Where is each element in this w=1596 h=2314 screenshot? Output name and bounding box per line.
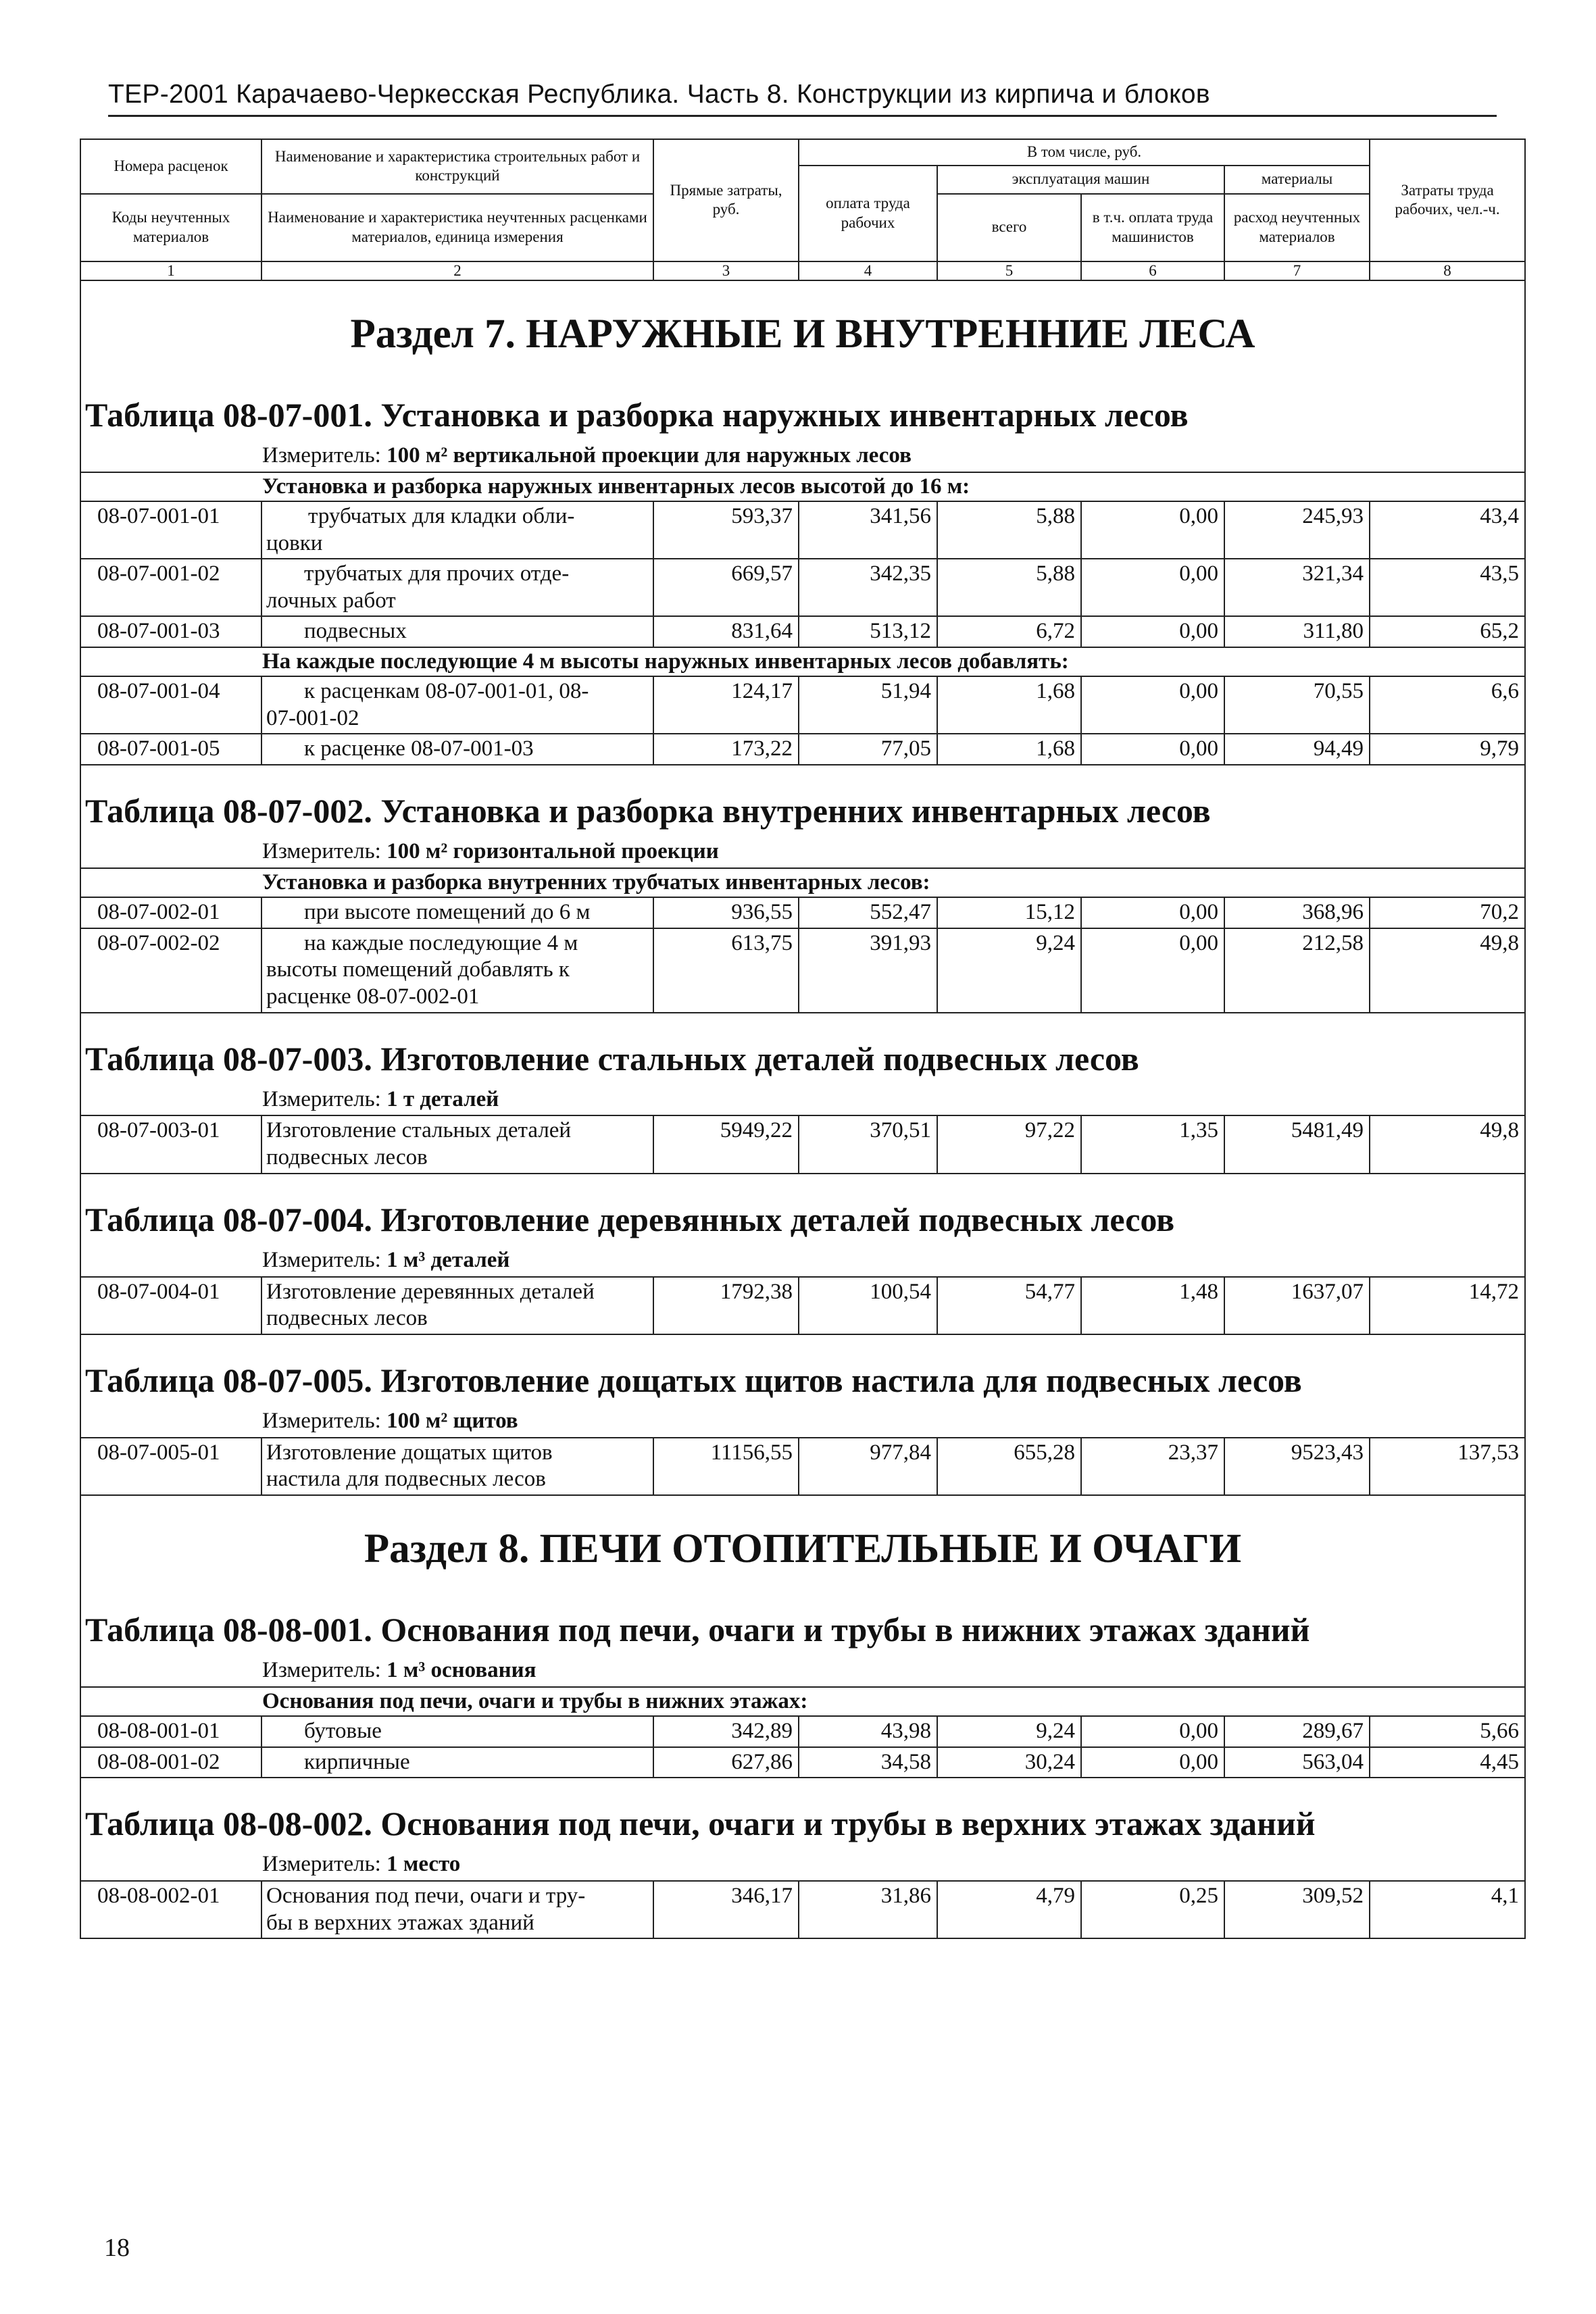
meter-prefix: Измеритель: bbox=[262, 1408, 387, 1433]
materials: 563,04 bbox=[1224, 1747, 1370, 1778]
machines-total: 1,68 bbox=[937, 734, 1081, 765]
direct-costs: 5949,22 bbox=[653, 1115, 799, 1173]
rate-name-line: трубчатых для кладки обли- bbox=[308, 503, 575, 528]
header-material-codes: Коды неучтенных материалов bbox=[80, 194, 261, 261]
rate-name-line: бы в верхних этажах зданий bbox=[266, 1910, 534, 1935]
table-meter bbox=[80, 836, 1525, 868]
machinists-pay: 0,00 bbox=[1081, 1716, 1224, 1747]
table-meter bbox=[80, 1406, 1525, 1438]
machinists-pay: 0,00 bbox=[1081, 734, 1224, 765]
direct-costs: 669,57 bbox=[653, 559, 799, 616]
labor-hours: 43,4 bbox=[1370, 501, 1525, 559]
machinists-pay: 0,00 bbox=[1081, 1747, 1224, 1778]
rate-name-line: Основания под печи, очаги и тру- bbox=[266, 1884, 586, 1909]
rate-name bbox=[261, 501, 653, 559]
meter-unit: 1 м³ основания bbox=[386, 1657, 537, 1682]
direct-costs: 346,17 bbox=[653, 1881, 799, 1938]
materials: 5481,49 bbox=[1224, 1115, 1370, 1173]
rate-name-line: высоты помещений добавлять к bbox=[266, 957, 570, 982]
materials: 245,93 bbox=[1224, 501, 1370, 559]
rate-name-line: к расценкам 08-07-001-01, 08- bbox=[304, 679, 589, 704]
machines-total: 6,72 bbox=[937, 616, 1081, 647]
machinists-pay: 0,00 bbox=[1081, 501, 1224, 559]
materials: 311,80 bbox=[1224, 616, 1370, 647]
labor-hours: 4,45 bbox=[1370, 1747, 1525, 1778]
rate-code: 08-07-002-02 bbox=[80, 928, 261, 1013]
machines-total: 9,24 bbox=[937, 928, 1081, 1013]
rate-name-line: к расценке 08-07-001-03 bbox=[304, 736, 534, 761]
header-material-use: расход неучтенных материалов bbox=[1224, 194, 1370, 261]
labor-pay: 77,05 bbox=[799, 734, 937, 765]
group-heading: Установка и разборка внутренних трубчатых инвентарных лесов: bbox=[80, 868, 1525, 897]
meter-unit: 100 м² щитов bbox=[386, 1408, 518, 1433]
header-machines-total: всего bbox=[937, 194, 1081, 261]
rate-name bbox=[261, 734, 653, 765]
rate-code: 08-08-002-01 bbox=[80, 1881, 261, 1938]
rate-name-line: Изготовление дощатых щитов bbox=[266, 1440, 553, 1465]
meter-unit: 1 т деталей bbox=[386, 1086, 499, 1111]
labor-pay: 341,56 bbox=[799, 501, 937, 559]
materials: 212,58 bbox=[1224, 928, 1370, 1013]
table-row bbox=[80, 1881, 1525, 1938]
rate-code: 08-07-003-01 bbox=[80, 1115, 261, 1173]
rate-name bbox=[261, 1438, 653, 1495]
rate-name bbox=[261, 1277, 653, 1334]
running-head: ТЕР-2001 Карачаево-Черкесская Республика. Часть 8. Конструкции из кирпича и блоков bbox=[108, 80, 1210, 109]
header-machine-operation: эксплуатация машин bbox=[937, 166, 1224, 194]
rate-code: 08-07-001-03 bbox=[80, 616, 261, 647]
machinists-pay: 0,00 bbox=[1081, 897, 1224, 928]
rate-code: 08-07-001-05 bbox=[80, 734, 261, 765]
rate-name-line: бутовые bbox=[304, 1719, 382, 1744]
header-labor-pay: оплата труда рабочих bbox=[799, 166, 937, 261]
meter-prefix: Измеритель: bbox=[262, 838, 387, 863]
rate-name-line: трубчатых для прочих отде- bbox=[304, 561, 570, 586]
direct-costs: 124,17 bbox=[653, 676, 799, 734]
materials: 70,55 bbox=[1224, 676, 1370, 734]
rate-name-line: настила для подвесных лесов bbox=[266, 1467, 546, 1492]
labor-pay: 370,51 bbox=[799, 1115, 937, 1173]
rate-code: 08-07-001-02 bbox=[80, 559, 261, 616]
table-row bbox=[80, 734, 1525, 765]
machinists-pay: 0,25 bbox=[1081, 1881, 1224, 1938]
machines-total: 1,68 bbox=[937, 676, 1081, 734]
rate-code: 08-07-004-01 bbox=[80, 1277, 261, 1334]
rate-name bbox=[261, 616, 653, 647]
machinists-pay: 0,00 bbox=[1081, 559, 1224, 616]
header-rate-numbers: Номера расценок bbox=[80, 139, 261, 194]
table-row bbox=[80, 676, 1525, 734]
rate-name bbox=[261, 1747, 653, 1778]
labor-pay: 31,86 bbox=[799, 1881, 937, 1938]
table-title: Таблица 08-07-002. Установка и разборка внутренних инвентарных лесов bbox=[80, 765, 1525, 836]
direct-costs: 627,86 bbox=[653, 1747, 799, 1778]
rate-name-line: на каждые последующие 4 м bbox=[304, 930, 578, 955]
rate-code: 08-07-005-01 bbox=[80, 1438, 261, 1495]
rate-name-line: подвесных bbox=[304, 619, 407, 644]
meter-unit: 100 м² горизонтальной проекции bbox=[386, 838, 719, 863]
machines-total: 9,24 bbox=[937, 1716, 1081, 1747]
rate-name bbox=[261, 928, 653, 1013]
machines-total: 4,79 bbox=[937, 1881, 1081, 1938]
machinists-pay: 0,00 bbox=[1081, 676, 1224, 734]
rate-name-line: подвесных лесов bbox=[266, 1145, 428, 1170]
meter-unit: 1 м³ деталей bbox=[386, 1247, 510, 1272]
section-title: Раздел 7. НАРУЖНЫЕ И ВНУТРЕННИЕ ЛЕСА bbox=[80, 280, 1525, 394]
meter-prefix: Измеритель: bbox=[262, 1657, 387, 1682]
rate-name bbox=[261, 1881, 653, 1938]
rate-name bbox=[261, 1115, 653, 1173]
group-heading: Основания под печи, очаги и трубы в нижних этажах: bbox=[80, 1687, 1525, 1716]
direct-costs: 613,75 bbox=[653, 928, 799, 1013]
table-row bbox=[80, 897, 1525, 928]
header-labor-costs: Затраты труда рабочих, чел.-ч. bbox=[1370, 139, 1525, 261]
labor-pay: 34,58 bbox=[799, 1747, 937, 1778]
table-title: Таблица 08-07-005. Изготовление дощатых щитов настила для подвесных лесов bbox=[80, 1334, 1525, 1406]
table-row bbox=[80, 559, 1525, 616]
labor-hours: 65,2 bbox=[1370, 616, 1525, 647]
materials: 9523,43 bbox=[1224, 1438, 1370, 1495]
rate-name bbox=[261, 1716, 653, 1747]
labor-pay: 100,54 bbox=[799, 1277, 937, 1334]
machinists-pay: 0,00 bbox=[1081, 928, 1224, 1013]
table-row bbox=[80, 1438, 1525, 1495]
table-row bbox=[80, 928, 1525, 1013]
machinists-pay: 0,00 bbox=[1081, 616, 1224, 647]
table-meter bbox=[80, 1245, 1525, 1277]
direct-costs: 831,64 bbox=[653, 616, 799, 647]
machines-total: 5,88 bbox=[937, 559, 1081, 616]
materials: 309,52 bbox=[1224, 1881, 1370, 1938]
machines-total: 15,12 bbox=[937, 897, 1081, 928]
group-heading: Установка и разборка наружных инвентарных лесов высотой до 16 м: bbox=[80, 472, 1525, 501]
rate-name bbox=[261, 559, 653, 616]
direct-costs: 342,89 bbox=[653, 1716, 799, 1747]
meter-prefix: Измеритель: bbox=[262, 1086, 387, 1111]
direct-costs: 593,37 bbox=[653, 501, 799, 559]
column-number: 3 bbox=[653, 261, 799, 280]
direct-costs: 936,55 bbox=[653, 897, 799, 928]
table-meter bbox=[80, 441, 1525, 472]
labor-hours: 6,6 bbox=[1370, 676, 1525, 734]
labor-hours: 14,72 bbox=[1370, 1277, 1525, 1334]
header-work-name: Наименование и характеристика строительных работ и конструкций bbox=[261, 139, 653, 194]
materials: 1637,07 bbox=[1224, 1277, 1370, 1334]
rate-name bbox=[261, 676, 653, 734]
labor-hours: 43,5 bbox=[1370, 559, 1525, 616]
table-title: Таблица 08-08-001. Основания под печи, очаги и трубы в нижних этажах зданий bbox=[80, 1609, 1525, 1655]
labor-hours: 70,2 bbox=[1370, 897, 1525, 928]
column-number: 4 bbox=[799, 261, 937, 280]
labor-hours: 49,8 bbox=[1370, 1115, 1525, 1173]
machinists-pay: 1,35 bbox=[1081, 1115, 1224, 1173]
materials: 321,34 bbox=[1224, 559, 1370, 616]
machinists-pay: 1,48 bbox=[1081, 1277, 1224, 1334]
table-title: Таблица 08-08-002. Основания под печи, очаги и трубы в верхних этажах зданий bbox=[80, 1778, 1525, 1849]
machines-total: 30,24 bbox=[937, 1747, 1081, 1778]
meter-unit: 100 м² вертикальной проекции для наружных лесов bbox=[386, 443, 912, 468]
labor-hours: 49,8 bbox=[1370, 928, 1525, 1013]
direct-costs: 1792,38 bbox=[653, 1277, 799, 1334]
header-machinists-pay: в т.ч. оплата труда машинистов bbox=[1081, 194, 1224, 261]
rate-name-line: подвесных лесов bbox=[266, 1306, 428, 1331]
labor-hours: 5,66 bbox=[1370, 1716, 1525, 1747]
table-title: Таблица 08-07-001. Установка и разборка наружных инвентарных лесов bbox=[80, 394, 1525, 441]
table-meter bbox=[80, 1655, 1525, 1687]
table-row bbox=[80, 1747, 1525, 1778]
section-title: Раздел 8. ПЕЧИ ОТОПИТЕЛЬНЫЕ И ОЧАГИ bbox=[80, 1495, 1525, 1609]
rate-name-line: при высоте помещений до 6 м bbox=[304, 900, 591, 925]
meter-unit: 1 место bbox=[386, 1852, 461, 1877]
rate-code: 08-08-001-01 bbox=[80, 1716, 261, 1747]
machines-total: 54,77 bbox=[937, 1277, 1081, 1334]
labor-pay: 51,94 bbox=[799, 676, 937, 734]
table-meter bbox=[80, 1849, 1525, 1881]
labor-pay: 977,84 bbox=[799, 1438, 937, 1495]
machinists-pay: 23,37 bbox=[1081, 1438, 1224, 1495]
column-number: 5 bbox=[937, 261, 1081, 280]
rate-name-line: 07-001-02 bbox=[266, 705, 359, 730]
materials: 368,96 bbox=[1224, 897, 1370, 928]
rate-code: 08-07-002-01 bbox=[80, 897, 261, 928]
rate-name-line: лочных работ bbox=[266, 588, 396, 613]
materials: 94,49 bbox=[1224, 734, 1370, 765]
table-title: Таблица 08-07-004. Изготовление деревянных деталей подвесных лесов bbox=[80, 1174, 1525, 1245]
rate-name-line: цовки bbox=[266, 530, 323, 555]
rates-table bbox=[80, 139, 1526, 1939]
page-number: 18 bbox=[104, 2234, 130, 2262]
header-materials: материалы bbox=[1224, 166, 1370, 194]
table-row bbox=[80, 1277, 1525, 1334]
column-numbers-row bbox=[80, 261, 1525, 280]
table-row bbox=[80, 1716, 1525, 1747]
materials: 289,67 bbox=[1224, 1716, 1370, 1747]
rate-name-line: Изготовление деревянных деталей bbox=[266, 1279, 595, 1304]
labor-pay: 552,47 bbox=[799, 897, 937, 928]
rate-code: 08-07-001-01 bbox=[80, 501, 261, 559]
rate-code: 08-08-001-02 bbox=[80, 1747, 261, 1778]
column-number: 2 bbox=[261, 261, 653, 280]
rate-name-line: Изготовление стальных деталей bbox=[266, 1118, 572, 1143]
machines-total: 5,88 bbox=[937, 501, 1081, 559]
direct-costs: 11156,55 bbox=[653, 1438, 799, 1495]
table-row bbox=[80, 616, 1525, 647]
table-meter bbox=[80, 1084, 1525, 1116]
meter-prefix: Измеритель: bbox=[262, 1852, 387, 1877]
machines-total: 655,28 bbox=[937, 1438, 1081, 1495]
header-direct-costs: Прямые затраты, руб. bbox=[653, 139, 799, 261]
machines-total: 97,22 bbox=[937, 1115, 1081, 1173]
rate-name bbox=[261, 897, 653, 928]
rate-name-line: кирпичные bbox=[304, 1749, 410, 1774]
column-number: 1 bbox=[80, 261, 261, 280]
labor-pay: 342,35 bbox=[799, 559, 937, 616]
table-row bbox=[80, 1115, 1525, 1173]
labor-pay: 391,93 bbox=[799, 928, 937, 1013]
meter-prefix: Измеритель: bbox=[262, 1247, 387, 1272]
labor-pay: 43,98 bbox=[799, 1716, 937, 1747]
direct-costs: 173,22 bbox=[653, 734, 799, 765]
column-number: 6 bbox=[1081, 261, 1224, 280]
rate-name-line: расценке 08-07-002-01 bbox=[266, 984, 480, 1009]
rates-table-frame bbox=[80, 139, 1524, 1939]
table-row bbox=[80, 501, 1525, 559]
header-including: В том числе, руб. bbox=[799, 139, 1370, 166]
header-rule bbox=[108, 115, 1497, 117]
column-number: 7 bbox=[1224, 261, 1370, 280]
rate-code: 08-07-001-04 bbox=[80, 676, 261, 734]
meter-prefix: Измеритель: bbox=[262, 443, 387, 468]
labor-hours: 9,79 bbox=[1370, 734, 1525, 765]
group-heading: На каждые последующие 4 м высоты наружных инвентарных лесов добавлять: bbox=[80, 647, 1525, 676]
table-title: Таблица 08-07-003. Изготовление стальных деталей подвесных лесов bbox=[80, 1013, 1525, 1084]
labor-pay: 513,12 bbox=[799, 616, 937, 647]
labor-hours: 4,1 bbox=[1370, 1881, 1525, 1938]
header-material-name: Наименование и характеристика неучтенных расценками материалов, единица измерения bbox=[261, 194, 653, 261]
column-number: 8 bbox=[1370, 261, 1525, 280]
labor-hours: 137,53 bbox=[1370, 1438, 1525, 1495]
